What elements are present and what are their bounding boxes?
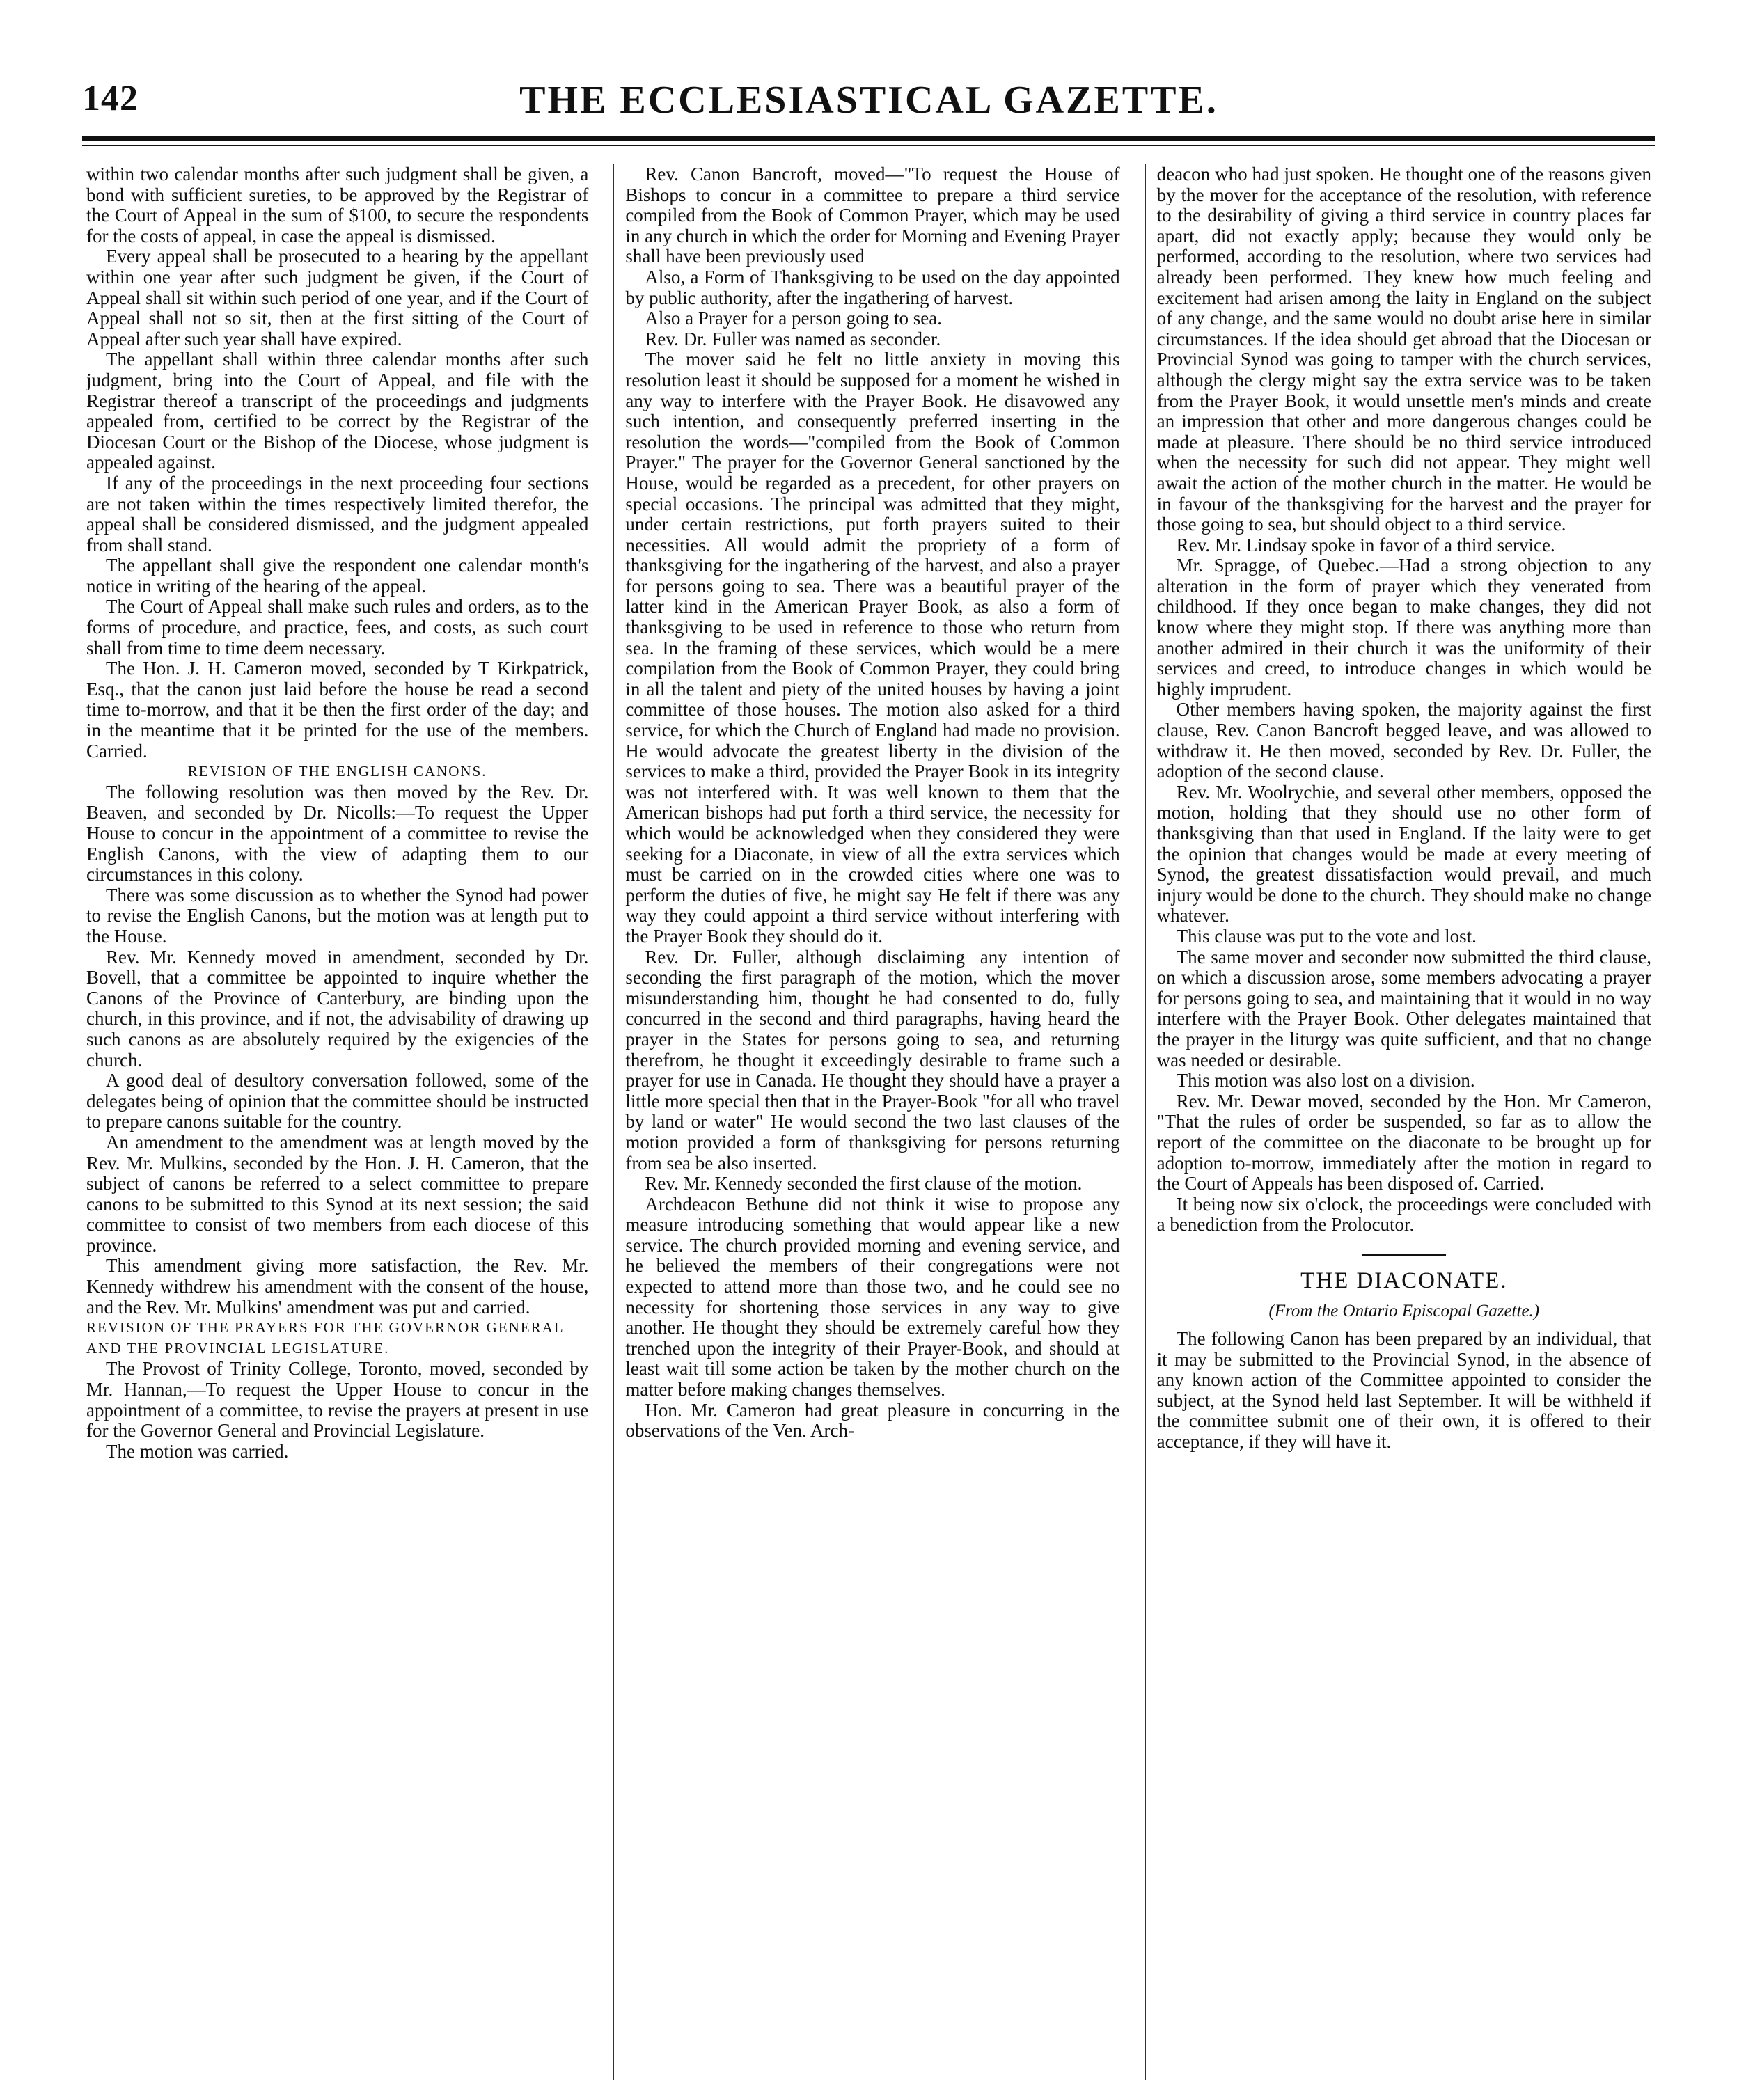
paragraph: Rev. Dr. Fuller was named as seconder. (645, 328, 941, 349)
paragraph: Rev. Mr. Woolrychie, and several other members, opposed the motion, holding that they should use no other form of thanksgiving than that used in England. If the laity were to get the opinion that changes would be made at every meeting of Synod, the greatest dissatisfaction would prevail, and much injury would be done to the church. They should make no change whatever. (1156, 781, 1651, 926)
header-rule-thick (82, 136, 1655, 141)
paragraph: A good deal of desultory conversation followed, some of the delegates being of opinion that the committee should be instructed to prepare canons suitable for the country. (86, 1070, 589, 1132)
paragraph: Rev. Mr. Kennedy seconded the first clause of the motion. (645, 1173, 1083, 1194)
newspaper-page (82, 75, 1655, 2080)
column-3 (1145, 164, 1655, 2080)
paragraph: Other members having spoken, the majority against the first clause, Rev. Canon Bancroft begged leave, and was allowed to withdraw it. He then moved, seconded by Rev. Dr. Fuller, the adoption of the second clause. (1156, 699, 1651, 782)
paragraph: An amendment to the amendment was at length moved by the Rev. Mr. Mulkins, seconded by the Hon. J. H. Cameron, that the subject of canons be referred to a select committee to prepare canons to be submitted to this Synod at its next session; the said committee to consist of two members from each diocese of this province. (86, 1131, 589, 1256)
paragraph: This amendment giving more satisfaction, the Rev. Mr. Kennedy withdrew his amendment with the consent of the house, and the Rev. Mr. Mulkins' amendment was put and carried. (86, 1255, 589, 1318)
paragraph: The mover said he felt no little anxiety in moving this resolution least it should be supposed for a moment he wished in any way to interfere with the Prayer Book. He disavowed any such intention, and consequently preferred inserting in the resolution the words—"compiled from the Book of Common Prayer." The prayer for the Governor General sanctioned by the House, would be regarded as a precedent, for other prayers on special occasions. The principal was admitted that they might, under certain restrictions, put forth prayers suited to their necessities. All would admit the propriety of a form of thanksgiving for the ingathering of the harvest, and also a prayer for persons going to sea. There was a beautiful prayer of the latter kind in the American Prayer Book, as also a form of thanksgiving to be used in reference to those who return from sea. In the framing of these services, which would be a mere compilation from the Book of Common Prayer, they could bring in all the talent and piety of the united houses by having a joint committee of those houses. The motion also asked for a third service, for which the Church of England had made no provision. He would advocate the greatest liberty in the division of the services to make a third, provided the Prayer Book in its integrity was not interfered with. It was well known to them that the American bishops had put forth a third service, the necessity for which would be acknowledged when they considered they were seeking for a Diaconate, in view of all the extra services which must be carried on in the crowded cities where one was to perform the duties of five, he might say He felt if there was any way they could appoint a third service without interfering with the Prayer Book they should do it. (625, 349, 1120, 947)
paragraph: The same mover and seconder now submitted the third clause, on which a discussion arose, some members advocating a prayer for persons going to sea, and maintaining that it would in no way interfere with the Prayer Book. Other delegates maintained that the prayer in the liturgy was quite sufficient, and that no change was needed or desirable. (1156, 946, 1651, 1071)
paragraph: The Hon. J. H. Cameron moved, seconded by T Kirkpatrick, Esq., that the canon just laid before the house be read a second time to-morrow, and that it be then the first order of the day; and in the meantime that it be printed for the use of the members. Carried. (86, 658, 589, 761)
paragraph: The following Canon has been prepared by an individual, that it may be submitted to the Provincial Synod, in the absence of any known action of the Committee appointed to consider the subject, at the Synod held last September. It will be withheld if the committee submit one of their own, it is offered to their acceptance, if they will have it. (1156, 1328, 1651, 1453)
paragraph: The motion was carried. (106, 1440, 289, 1462)
paragraph: Also a Prayer for a person going to sea. (645, 308, 942, 329)
publication-title: THE ECCLESIASTICAL GAZETTE. (519, 79, 1218, 122)
column-2 (613, 164, 1124, 2080)
paragraph: within two calendar months after such judgment shall be given, a bond with sufficient sureties, to be approved by the Registrar of the Court of Appeal in the sum of $100, to secure the respondents for the costs of appeal, in case the appeal is dismissed. (86, 164, 589, 246)
paragraph: Archdeacon Bethune did not think it wise to propose any measure introducing something that would appear like a new service. The church provided morning and evening service, and he believed the members of their congregations were not expected to attend more than those two, and he could see no necessity for shortening those services in any way to give another. He thought they should be extremely careful how they trenched upon the integrity of their Prayer-Book, and should at least wait till some action be taken by the mother church on the matter before making changes themselves. (625, 1193, 1120, 1400)
article-divider (1362, 1254, 1446, 1256)
paragraph: If any of the proceedings in the next proceeding four sections are not taken within the times respectively limited therefor, the appeal shall be considered dismissed, and the judgment appealed from shall stand. (86, 472, 589, 555)
page-number: 142 (82, 79, 139, 118)
paragraph: The following resolution was then moved by the Rev. Dr. Beaven, and seconded by Dr. Nicolls:—To request the Upper House to concur in the appointment of a committee to revise the English Canons, with the view of adapting them to our circumstances in this colony. (86, 781, 589, 885)
paragraph: There was some discussion as to whether the Synod had power to revise the English Canons, but the motion was at length put to the House. (86, 884, 589, 947)
section-heading: REVISION OF THE PRAYERS FOR THE GOVERNOR GENERAL AND THE PROVINCIAL LEGISLATURE. (86, 1319, 564, 1357)
paragraph: It being now six o'clock, the proceedings were concluded with a benediction from the Prolocutor. (1156, 1193, 1651, 1235)
section-heading: REVISION OF THE ENGLISH CANONS. (187, 763, 487, 780)
paragraph: Rev. Mr. Lindsay spoke in favor of a third service. (1176, 534, 1555, 555)
paragraph: Hon. Mr. Cameron had great pleasure in concurring in the observations of the Ven. Arch- (625, 1399, 1120, 1442)
column-1 (82, 164, 592, 2080)
header-rule-thin (82, 145, 1655, 146)
text-columns (82, 164, 1655, 2080)
paragraph: Every appeal shall be prosecuted to a hearing by the appellant within one year after such judgment be given, if the Court of Appeal shall sit within such period of one year, and if the Court of Appeal shall not so sit, then at the first sitting of the Court of Appeal after such year shall have expired. (86, 246, 589, 349)
paragraph: The appellant shall give the respondent one calendar month's notice in writing of the hearing of the appeal. (86, 555, 589, 597)
paragraph: Mr. Spragge, of Quebec.—Had a strong objection to any alteration in the form of prayer which they venerated from childhood. If they once began to make changes, they did not know where they might stop. If there was anything more than another admired in their church it was the uniformity of their services and creed, to introduce changes in which would be highly imprudent. (1156, 555, 1651, 700)
paragraph: The Court of Appeal shall make such rules and orders, as to the forms of procedure, and practice, fees, and costs, as such court shall from time to time deem necessary. (86, 596, 589, 658)
paragraph: This clause was put to the vote and lost. (1176, 925, 1477, 947)
paragraph: The appellant shall within three calendar months after such judgment, bring into the Court of Appeal, and file with the Registrar thereof a transcript of the proceedings and judgments appealed from, certified to be correct by the Registrar of the Diocesan Court or the Bishop of the Diocese, whose judgment is appealed against. (86, 349, 589, 473)
paragraph: Also, a Form of Thanksgiving to be used on the day appointed by public authority, after the ingathering of harvest. (625, 266, 1120, 308)
paragraph: This motion was also lost on a division. (1176, 1070, 1475, 1091)
paragraph: Rev. Dr. Fuller, although disclaiming any intention of seconding the first paragraph of the motion, which the mover misunderstanding him, thought he had consented to do, fully concurred in the second and third paragraphs, having heard the prayer in the States for persons going to sea, and returning therefrom, he thought it exceedingly desirable to frame such a prayer for use in Canada. He thought they should have a prayer a little more special then that in the Prayer-Book "for all who travel by land or water" He would second the two last clauses of the motion provided a form of thanksgiving for persons returning from sea be also inserted. (625, 946, 1120, 1174)
paragraph: Rev. Canon Bancroft, moved—"To request the House of Bishops to concur in a committee to prepare a third service compiled from the Book of Common Prayer, which may be used in any church in which the order for Morning and Evening Prayer shall have been previously used (625, 164, 1120, 267)
paragraph: Rev. Mr. Kennedy moved in amendment, seconded by Dr. Bovell, that a committee be appointed to inquire whether the Canons of the Province of Canterbury, are binding upon the church, in this province, and if not, the advisability of drawing up such canons as are absolutely required by the exigencies of the church. (86, 946, 589, 1071)
article-source: (From the Ontario Episcopal Gazette.) (1268, 1302, 1540, 1321)
paragraph: deacon who had just spoken. He thought one of the reasons given by the mover for the acceptance of the resolution, with reference to the desirability of giving a third service in country places far apart, did not exactly apply; because they would only be performed, according to the resolution, where two services had already been performed. They knew how much feeling and excitement had arisen among the laity in England on the subject of any change, and the same would no doubt arise here in similar circumstances. If the idea should get abroad that the Diocesan or Provincial Synod was going to tamper with the church services, although the clergy might say the extra service was to be taken from the Prayer Book, it would unsettle men's minds and create an impression that other and more dangerous changes could be made at pleasure. There should be no third service introduced when the necessity for such did not appear. They might well await the action of the mother church in the matter. He would be in favour of the thanksgiving for the harvest and the prayer for those going to sea, but should object to a third service. (1156, 164, 1651, 535)
paragraph: The Provost of Trinity College, Toronto, moved, seconded by Mr. Hannan,—To request the Upper House to concur in the appointment of a committee, to revise the prayers at present in use for the Governor General and Provincial Legislature. (86, 1358, 589, 1442)
masthead (82, 75, 1655, 134)
paragraph: Rev. Mr. Dewar moved, seconded by the Hon. Mr Cameron, "That the rules of order be suspended, so far as to allow the report of the committee on the diaconate to be brought up for adoption to-morrow, immediately after the motion in regard to the Court of Appeals has been disposed of. Carried. (1156, 1090, 1651, 1194)
article-title: THE DIACONATE. (1300, 1268, 1508, 1293)
